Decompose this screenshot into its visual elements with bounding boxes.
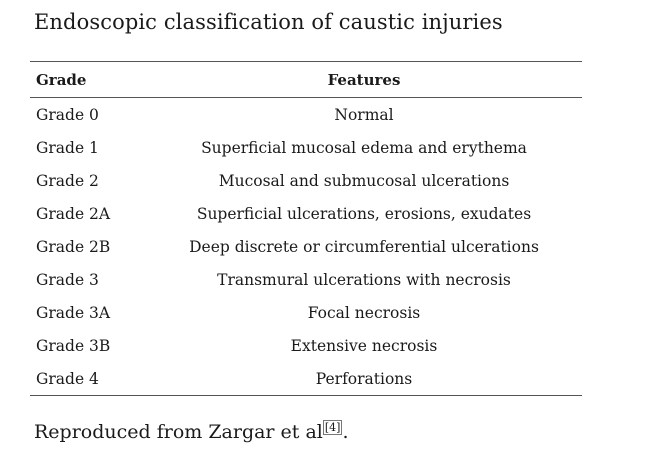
grade-cell: Grade 2B (36, 238, 111, 256)
table-row (36, 362, 582, 395)
grade-cell: Grade 2 (36, 172, 99, 190)
features-cell: Normal (334, 106, 394, 124)
column-header-features: Features (327, 71, 401, 89)
classification-table (36, 62, 582, 388)
features-cell: Focal necrosis (307, 304, 421, 322)
table-body (36, 98, 582, 395)
table-row (36, 296, 582, 329)
grade-cell: Grade 1 (36, 139, 99, 157)
table-row (36, 131, 582, 164)
features-cell: Mucosal and submucosal ulcerations (218, 172, 510, 190)
features-cell: Transmural ulcerations with necrosis (217, 271, 511, 289)
source-note-text: Reproduced from Zargar et al (34, 421, 323, 443)
features-cell: Superficial ulcerations, erosions, exudates (196, 205, 532, 223)
reference-link[interactable]: [4] (324, 420, 341, 434)
table-row (36, 329, 582, 362)
features-cell: Perforations (315, 370, 413, 388)
table-row (36, 164, 582, 197)
table-row (36, 98, 582, 131)
grade-cell: Grade 2A (36, 205, 111, 223)
grade-cell: Grade 3A (36, 304, 111, 322)
grade-cell: Grade 4 (36, 370, 99, 388)
table-title: Endoscopic classification of caustic injuries (34, 10, 503, 34)
table-row (36, 197, 582, 230)
features-cell: Superficial mucosal edema and erythema (201, 139, 527, 157)
grade-cell: Grade 0 (36, 106, 99, 124)
grade-cell: Grade 3 (36, 271, 99, 289)
features-cell: Deep discrete or circumferential ulcerations (189, 238, 539, 256)
table-row (36, 230, 582, 263)
column-header-grade: Grade (36, 71, 87, 89)
table-row (36, 263, 582, 296)
grade-cell: Grade 3B (36, 337, 111, 355)
table-bottom-rule (30, 395, 582, 396)
table-header-row (36, 62, 582, 97)
features-cell: Extensive necrosis (290, 337, 438, 355)
source-note-end: . (342, 421, 349, 443)
source-note (34, 421, 349, 443)
